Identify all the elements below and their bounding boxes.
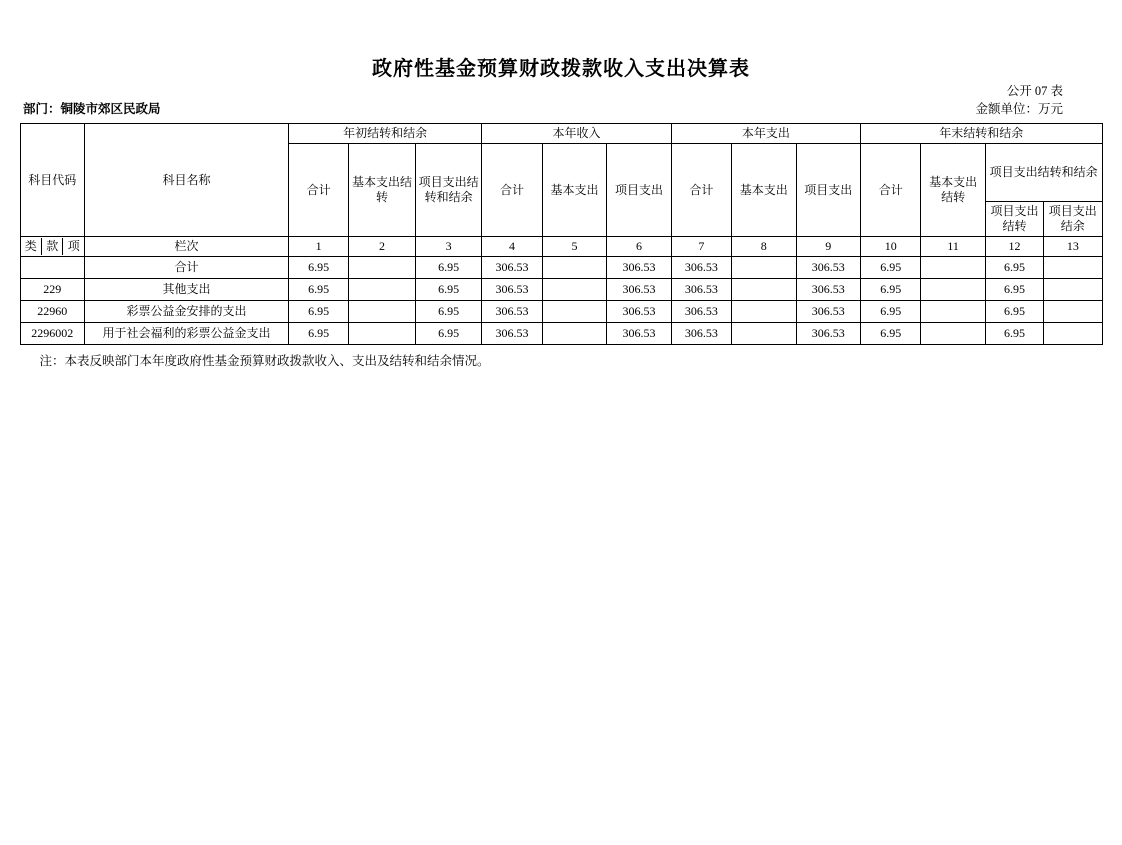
header-income-project: 项目支出: [607, 144, 672, 237]
row-value-1: 6.95: [288, 301, 348, 323]
header-end-project-carryover: 项目支出结转: [985, 202, 1043, 237]
lanci-label: 栏次: [85, 237, 289, 257]
row-value-11: [921, 279, 986, 301]
lanci-7: 7: [671, 237, 731, 257]
header-end-project-surplus: 项目支出结余: [1044, 202, 1102, 237]
row-value-7: 306.53: [671, 257, 731, 279]
row-value-13: [1044, 257, 1102, 279]
header-end-project-group: 项目支出结转和结余: [985, 144, 1102, 202]
header-income-basic: 基本支出: [542, 144, 607, 237]
row-value-3: 6.95: [415, 279, 482, 301]
row-value-6: 306.53: [607, 257, 672, 279]
row-value-4: 306.53: [482, 257, 542, 279]
row-value-12: 6.95: [985, 301, 1043, 323]
code-part-xiang: 项: [67, 239, 80, 253]
lanci-row: [20, 237, 1102, 257]
row-value-11: [921, 257, 986, 279]
table-row: [20, 279, 1102, 301]
row-code: 2296002: [20, 323, 85, 345]
lanci-2: 2: [349, 237, 416, 257]
row-name: 合计: [85, 257, 289, 279]
row-value-10: 6.95: [861, 257, 921, 279]
table-row: [20, 323, 1102, 345]
row-value-7: 306.53: [671, 323, 731, 345]
header-group-end: 年末结转和结余: [861, 124, 1102, 144]
row-value-6: 306.53: [607, 301, 672, 323]
table-row: [20, 301, 1102, 323]
header-group-expense: 本年支出: [671, 124, 860, 144]
lanci-13: 13: [1044, 237, 1102, 257]
lanci-8: 8: [732, 237, 797, 257]
lanci-4: 4: [482, 237, 542, 257]
header-end-total: 合计: [861, 144, 921, 237]
row-name: 彩票公益金安排的支出: [85, 301, 289, 323]
amount-unit-label: 金额单位：万元: [975, 102, 1063, 116]
row-value-8: [732, 257, 797, 279]
row-value-1: 6.95: [288, 323, 348, 345]
row-value-10: 6.95: [861, 323, 921, 345]
public-number-row: [21, 81, 1101, 99]
row-value-12: 6.95: [985, 279, 1043, 301]
row-value-5: [542, 301, 607, 323]
header-expense-project: 项目支出: [796, 144, 861, 237]
row-name: 用于社会福利的彩票公益金支出: [85, 323, 289, 345]
row-value-8: [732, 301, 797, 323]
header-begin-basic: 基本支出结转: [349, 144, 416, 237]
header-group-income: 本年收入: [482, 124, 671, 144]
row-value-3: 6.95: [415, 323, 482, 345]
row-code: 22960: [20, 301, 85, 323]
row-value-6: 306.53: [607, 279, 672, 301]
header-name: 科目名称: [85, 124, 289, 237]
row-value-9: 306.53: [796, 301, 861, 323]
row-value-5: [542, 257, 607, 279]
lanci-5: 5: [542, 237, 607, 257]
row-value-4: 306.53: [482, 301, 542, 323]
row-value-3: 6.95: [415, 301, 482, 323]
code-parts-cell: [20, 237, 85, 257]
page-title: 政府性基金预算财政拨款收入支出决算表: [372, 58, 750, 80]
lanci-11: 11: [921, 237, 986, 257]
row-value-13: [1044, 301, 1102, 323]
row-value-2: [349, 323, 416, 345]
department-label: 部门：铜陵市郊区民政局: [23, 102, 161, 116]
row-value-8: [732, 323, 797, 345]
code-part-lei: 类: [24, 239, 37, 253]
row-value-1: 6.95: [288, 279, 348, 301]
lanci-10: 10: [861, 237, 921, 257]
lanci-12: 12: [985, 237, 1043, 257]
row-value-11: [921, 323, 986, 345]
public-number: 公开 07 表: [1006, 84, 1063, 98]
row-value-5: [542, 279, 607, 301]
department-row: [21, 99, 1101, 119]
table-note: 注：本表反映部门本年度政府性基金预算财政拨款收入、支出及结转和结余情况。: [39, 354, 490, 368]
header-expense-basic: 基本支出: [732, 144, 797, 237]
row-value-6: 306.53: [607, 323, 672, 345]
row-code: [20, 257, 85, 279]
row-value-12: 6.95: [985, 257, 1043, 279]
row-value-9: 306.53: [796, 257, 861, 279]
header-end-basic: 基本支出结转: [921, 144, 986, 237]
header-income-total: 合计: [482, 144, 542, 237]
row-name: 其他支出: [85, 279, 289, 301]
row-value-13: [1044, 323, 1102, 345]
document-page: [0, 52, 1122, 845]
row-value-5: [542, 323, 607, 345]
table-row: [20, 257, 1102, 279]
row-value-2: [349, 301, 416, 323]
row-value-7: 306.53: [671, 279, 731, 301]
row-value-12: 6.95: [985, 323, 1043, 345]
row-value-3: 6.95: [415, 257, 482, 279]
header-group-begin: 年初结转和结余: [288, 124, 481, 144]
header-group-row: [20, 124, 1102, 144]
row-value-2: [349, 279, 416, 301]
header-begin-project: 项目支出结转和结余: [415, 144, 482, 237]
row-value-4: 306.53: [482, 323, 542, 345]
row-value-7: 306.53: [671, 301, 731, 323]
code-part-kuan: 款: [42, 238, 63, 255]
row-value-1: 6.95: [288, 257, 348, 279]
row-value-13: [1044, 279, 1102, 301]
header-expense-total: 合计: [671, 144, 731, 237]
lanci-6: 6: [607, 237, 672, 257]
row-value-9: 306.53: [796, 279, 861, 301]
header-code: 科目代码: [20, 124, 85, 237]
row-value-10: 6.95: [861, 301, 921, 323]
row-value-4: 306.53: [482, 279, 542, 301]
row-value-11: [921, 301, 986, 323]
row-value-2: [349, 257, 416, 279]
row-value-10: 6.95: [861, 279, 921, 301]
lanci-9: 9: [796, 237, 861, 257]
lanci-3: 3: [415, 237, 482, 257]
row-value-9: 306.53: [796, 323, 861, 345]
header-begin-total: 合计: [288, 144, 348, 237]
lanci-1: 1: [288, 237, 348, 257]
row-value-8: [732, 279, 797, 301]
budget-table: [20, 123, 1103, 345]
row-code: 229: [20, 279, 85, 301]
